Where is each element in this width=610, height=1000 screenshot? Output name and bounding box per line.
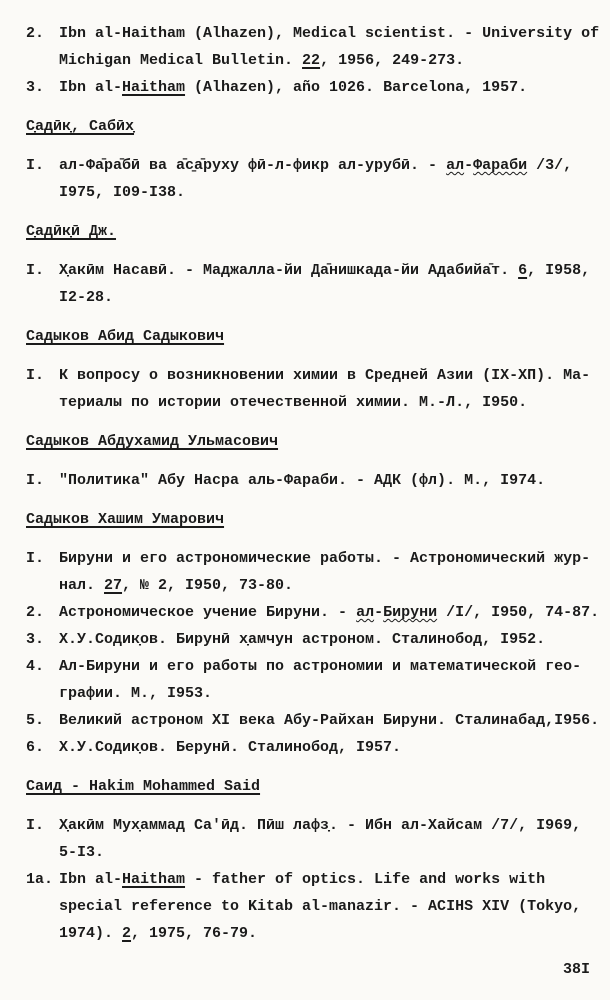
bibliography-entry [26,74,610,101]
entry-text: Ал-Бируни и его работы по астрономии и математической гео- графии. М., I953. [59,658,582,702]
wavy-underline-text: ал [356,604,375,621]
entry-text: ал-Фа̄ра̄бӣ ва а̄с̱а̄руху фӣ-л-фикр ал-урубӣ. - ал-Фараби /3/, I975, I09-I38. [59,157,573,201]
underline-text: 2 [122,925,132,942]
bibliography-entry [26,545,610,599]
underline-text: Haitham [122,871,186,888]
bibliography-entry [26,257,610,311]
wavy-underline-text: Фараби [473,157,528,174]
entry-text: Х.У.Содик̣ов. Бирунӣ х̣амчун астроном. Сталинобод, I952. [59,631,546,648]
bibliography-section [26,428,610,494]
author-heading [26,773,610,800]
page-number: 38I [562,961,590,978]
entry-number: 1a. [26,871,54,888]
entry-text: Ibn al-Haitham - father of optics. Life and works with special reference to Kitab al-manazir. - ACIHS XIV (Tokyo, 1974). 2, 1975, 76-79. [59,871,582,942]
entry-number: 3. [26,79,45,96]
underline-text: 27 [104,577,123,594]
entry-text: Х̣акӣм Насавӣ. - Маджалла-йи Да̄нишкада-йи Адабийа̄т. 6, I958, I2-28. [59,262,591,306]
entry-number: I. [26,817,45,834]
entry-text: Ibn al-Haitham (Alhazen), año 1026. Barcelona, 1957. [59,79,528,96]
bibliography-section [26,218,610,311]
bibliography-entry [26,626,610,653]
bibliography-entry [26,812,610,866]
entry-number: I. [26,550,45,567]
entry-number: 5. [26,712,45,729]
bibliography-entry [26,734,610,761]
bibliography-entry [26,467,610,494]
bibliography-entry [26,866,610,947]
entry-text: Бируни и его астрономические работы. - Астрономический жур- нал. 27, № 2, I950, 73-80. [59,550,591,594]
entry-number: I. [26,472,45,489]
entry-number: 3. [26,631,45,648]
bibliography-entry [26,20,610,74]
entry-number: 4. [26,658,45,675]
author-heading-text: Садыков Хашим Умарович [26,511,225,528]
underline-text: 22 [302,52,321,69]
entry-number: I. [26,157,45,174]
entry-text: Великий астроном XI века Абу-Райхан Бируни. Сталинабад,I956. [59,712,600,729]
underline-text: Haitham [122,79,186,96]
bibliography-section [26,506,610,761]
entry-number: 2. [26,25,45,42]
author-heading [26,428,610,455]
wavy-underline-text: Бируни [383,604,438,621]
author-heading [26,218,610,245]
underline-text: 6 [518,262,528,279]
author-heading-text: Саид - Hakim Mohammed Said [26,778,261,795]
entry-text: К вопросу о возникновении химии в Средней Азии (IX-ХП). Ма- териалы по истории отечественной химии. М.-Л., I950. [59,367,591,411]
bibliography-section [26,773,610,947]
author-heading [26,323,610,350]
entry-text: Х.У.Содик̣ов. Берунӣ. Сталинобод, I957. [59,739,402,756]
author-heading [26,506,610,533]
bibliography-entry [26,707,610,734]
bibliography-section [26,323,610,416]
entry-number: I. [26,367,45,384]
entry-number: 6. [26,739,45,756]
author-heading-text: Садыков Абдухамид Ульмасович [26,433,279,450]
bibliography-entry [26,653,610,707]
bibliography-section [26,113,610,206]
author-heading-text: Садыков Абид Садыкович [26,328,225,345]
bibliography-entry [26,599,610,626]
entry-text: Х̣акӣм Мух̣аммад Са'ӣд. Пӣш лафз̣. - Ибн ал-Хайсам /7/, I969, 5-I3. [59,817,582,861]
wavy-underline-text: ал [446,157,465,174]
bibliography-section [26,20,610,101]
entry-number: 2. [26,604,45,621]
author-heading [26,113,610,140]
entry-text: "Политика" Абу Насра аль-Фараби. - АДК (фл). М., I974. [59,472,546,489]
entry-text: Ibn al-Haitham (Alhazen), Medical scientist. - University of Michigan Medical Bulletin. 22, 1956, 249-273. [59,25,600,69]
bibliography-entry [26,362,610,416]
author-heading-text: С̣адӣк̣, Сабӣх̣ [26,118,135,135]
bibliography-sections [26,20,610,947]
entry-number: I. [26,262,45,279]
entry-text: Астрономическое учение Бируни. - ал-Бируни /I/, I950, 74-87. [59,604,600,621]
bibliography-entry [26,152,610,206]
author-heading-text: С̣адӣк̣ӣ Дж. [26,223,117,240]
